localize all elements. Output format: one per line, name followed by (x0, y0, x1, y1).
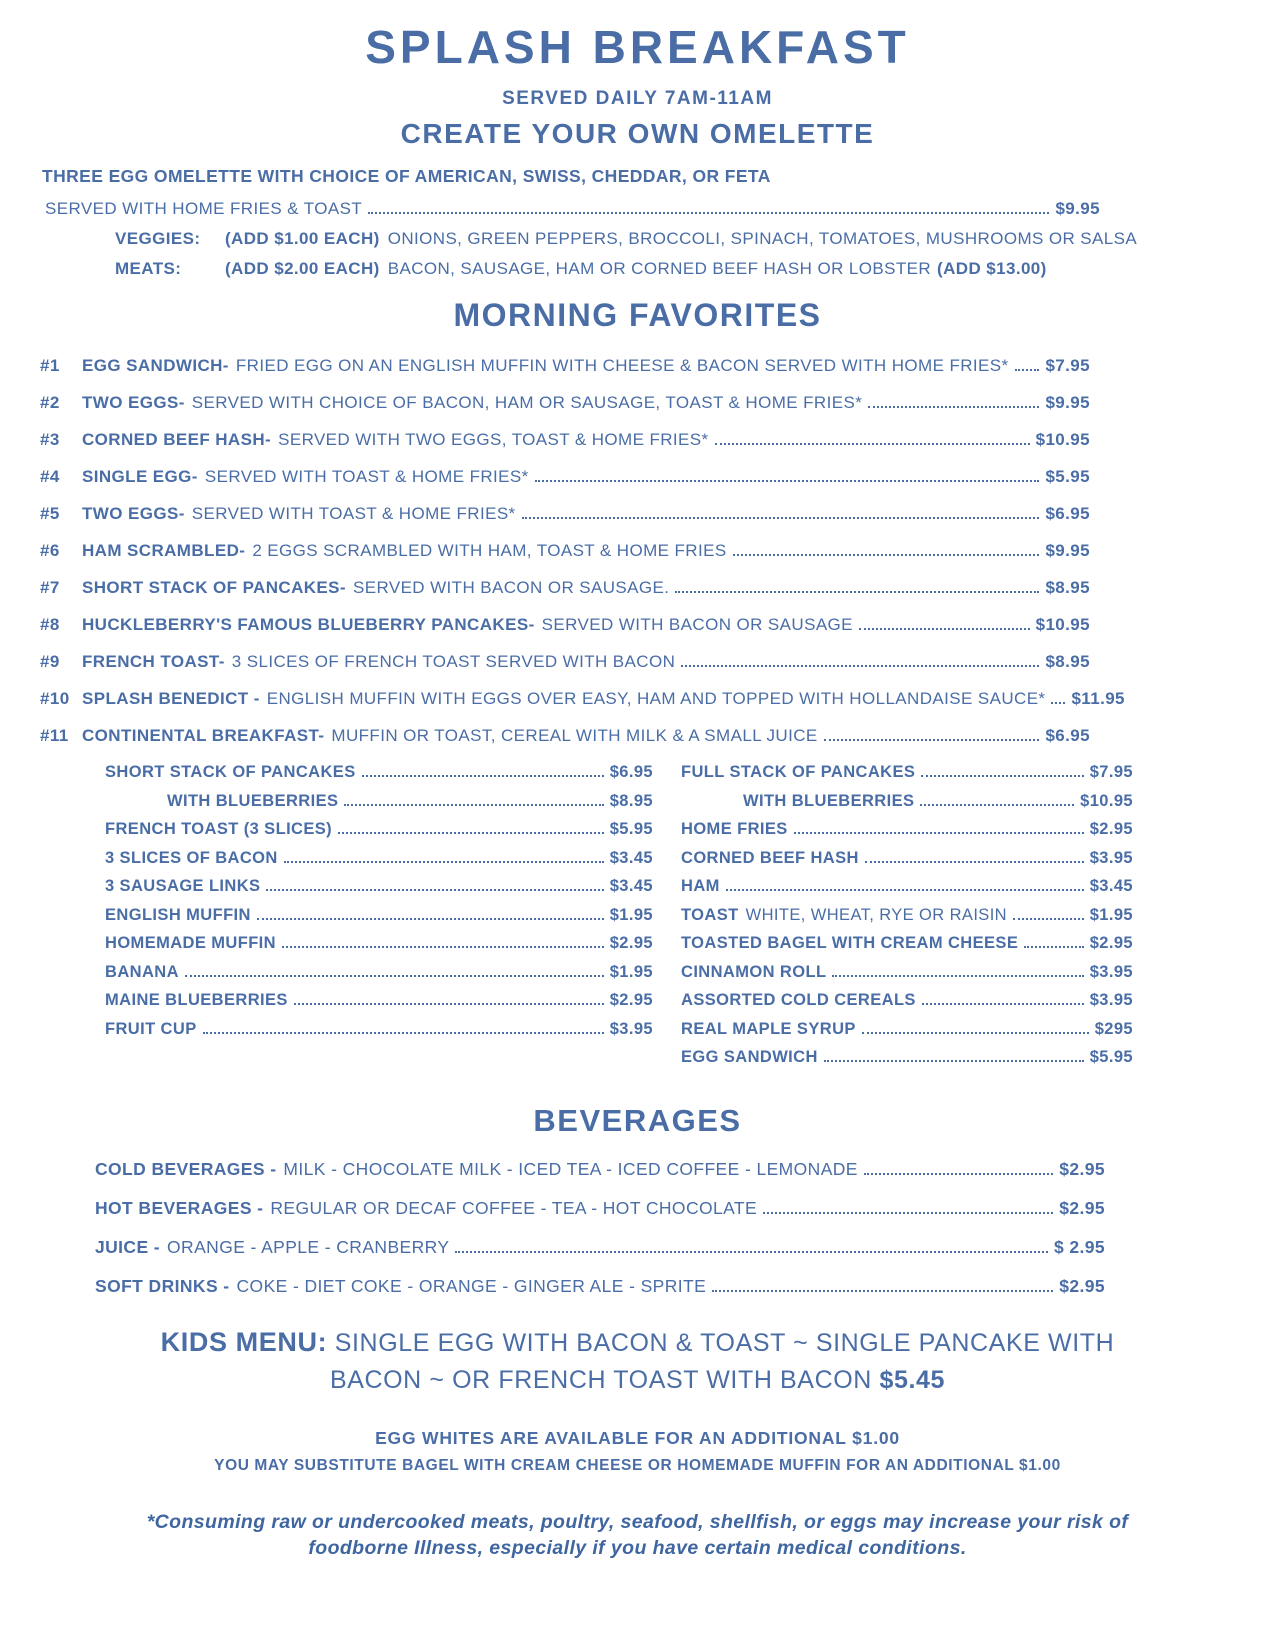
page-title: SPLASH BREAKFAST (365, 21, 910, 73)
omelette-section-heading: CREATE YOUR OWN OMELETTE (400, 118, 875, 149)
side-item-row (681, 1048, 1133, 1067)
item-description: MUFFIN OR TOAST, CEREAL WITH MILK & A SMALL JUICE (331, 726, 818, 745)
item-price: $5.95 (1045, 467, 1090, 486)
item-name: TOASTED BAGEL WITH CREAM CHEESE (681, 934, 1019, 952)
item-number: #6 (40, 541, 60, 560)
side-item-row (681, 877, 1133, 896)
omelette-served-text: SERVED WITH HOME FRIES & TOAST (45, 199, 363, 218)
dotted-leader (294, 1003, 604, 1005)
dotted-leader (712, 1290, 1053, 1292)
omelette-served-price: $9.95 (1055, 199, 1100, 218)
item-price: $2.95 (1089, 820, 1133, 838)
side-item-row (681, 820, 1133, 839)
item-description: SERVED WITH BACON OR SAUSAGE (541, 615, 853, 634)
item-number: #10 (40, 689, 70, 708)
sides-left-column (105, 763, 653, 1077)
notes-section (40, 1428, 1235, 1475)
item-name: BANANA (105, 962, 179, 981)
substitute-note: YOU MAY SUBSTITUTE BAGEL WITH CREAM CHEESE OR HOMEMADE MUFFIN FOR AN ADDITIONAL $1.00 (214, 1456, 1061, 1474)
menu-item-row (40, 726, 1090, 746)
meats-add-price: (ADD $2.00 EACH) (225, 259, 380, 278)
item-price: $2.95 (1059, 1158, 1105, 1179)
item-price: $3.95 (1089, 848, 1133, 867)
item-description: ENGLISH MUFFIN WITH EGGS OVER EASY, HAM AND TOPPED WITH HOLLANDAISE SAUCE* (266, 689, 1046, 708)
item-name: FRUIT CUP (105, 1019, 197, 1038)
item-name: FULL STACK OF PANCAKES (681, 763, 916, 781)
item-name: SINGLE EGG- (82, 467, 198, 486)
beverage-item-row (95, 1159, 1105, 1180)
dotted-leader (522, 517, 1040, 519)
dotted-leader (862, 1032, 1089, 1034)
item-price: $8.95 (1045, 652, 1090, 671)
beverage-item-row (95, 1198, 1105, 1219)
item-price: $9.95 (1045, 541, 1090, 560)
side-item-row (681, 763, 1133, 782)
item-number: #8 (40, 615, 60, 634)
veggies-addon-line (115, 229, 1235, 249)
dotted-leader (455, 1251, 1048, 1253)
dotted-leader (675, 591, 1039, 593)
menu-item-row (40, 467, 1090, 487)
side-item-row (105, 906, 653, 925)
item-number: #3 (40, 430, 60, 449)
item-price: $6.95 (1045, 726, 1090, 745)
omelette-section (40, 166, 1235, 279)
menu-item-row (40, 578, 1090, 598)
item-name: JUICE - (95, 1236, 161, 1257)
item-name: FRENCH TOAST (3 SLICES) (105, 820, 333, 838)
meats-items: BACON, SAUSAGE, HAM OR CORNED BEEF HASH OR LOBSTER (387, 259, 932, 278)
favorites-section-heading: MORNING FAVORITES (453, 297, 822, 333)
dotted-leader (794, 832, 1084, 834)
side-item-row (105, 934, 653, 953)
item-price: $6.95 (1045, 504, 1090, 523)
item-number: #9 (40, 652, 60, 671)
egg-whites-note: EGG WHITES ARE AVAILABLE FOR AN ADDITIONAL $1.00 (375, 1427, 900, 1448)
item-description: SERVED WITH TOAST & HOME FRIES* (191, 504, 516, 523)
side-item-row (681, 906, 1133, 925)
item-price: $10.95 (1035, 430, 1090, 449)
item-number: #5 (40, 504, 60, 523)
kids-menu-price: $5.45 (879, 1365, 946, 1394)
meats-label: MEATS: (115, 259, 182, 278)
item-name: SOFT DRINKS - (95, 1275, 230, 1296)
item-name: EGG SANDWICH- (82, 356, 229, 375)
item-name: SHORT STACK OF PANCAKES- (82, 578, 346, 597)
side-item-row (105, 763, 653, 782)
item-price: $2.95 (609, 991, 653, 1009)
item-price: $7.95 (1045, 356, 1090, 375)
item-number: #2 (40, 393, 60, 412)
dotted-leader (763, 1212, 1053, 1214)
item-name: HUCKLEBERRY'S FAMOUS BLUEBERRY PANCAKES- (82, 615, 535, 634)
item-price: $7.95 (1089, 763, 1133, 781)
dotted-leader (920, 804, 1074, 806)
veggies-items: ONIONS, GREEN PEPPERS, BROCCOLI, SPINACH, TOMATOES, MUSHROOMS OR SALSA (387, 229, 1138, 248)
dotted-leader (726, 889, 1084, 891)
meats-addon-line (115, 259, 1235, 279)
item-description: 2 EGGS SCRAMBLED WITH HAM, TOAST & HOME FRIES (252, 541, 727, 560)
item-name: TWO EGGS- (82, 504, 185, 523)
item-description: SERVED WITH TWO EGGS, TOAST & HOME FRIES* (278, 430, 709, 449)
item-price: $3.95 (609, 1019, 653, 1038)
menu-item-row (40, 541, 1090, 561)
item-price: $ 2.95 (1053, 1236, 1105, 1257)
item-description: REGULAR OR DECAF COFFEE - TEA - HOT CHOCOLATE (270, 1197, 758, 1218)
beverages-section-heading: BEVERAGES (533, 1102, 742, 1138)
item-name: CINNAMON ROLL (681, 962, 827, 981)
item-price: $1.95 (609, 905, 653, 924)
item-description: 3 SLICES OF FRENCH TOAST SERVED WITH BACON (231, 652, 676, 671)
kids-menu-label: KIDS MENU: (160, 1326, 328, 1357)
kids-menu (123, 1323, 1153, 1398)
item-number: #1 (40, 356, 60, 375)
item-name: TOAST (681, 905, 739, 924)
item-price: $1.95 (1089, 905, 1133, 924)
beverages-list (95, 1159, 1105, 1297)
item-price: $10.95 (1035, 615, 1090, 634)
dotted-leader (824, 739, 1040, 741)
dotted-leader (1024, 946, 1083, 948)
item-name: HOME FRIES (681, 820, 788, 838)
item-description: SERVED WITH TOAST & HOME FRIES* (204, 467, 529, 486)
side-item-row (681, 934, 1133, 953)
beverage-item-row (95, 1276, 1105, 1297)
menu-item-row (40, 615, 1090, 635)
side-item-row (105, 849, 653, 868)
item-price: $3.45 (609, 877, 653, 895)
item-price: $3.45 (609, 848, 653, 867)
dotted-leader (922, 1003, 1084, 1005)
dotted-leader (266, 889, 603, 891)
side-item-row (681, 792, 1133, 811)
item-price: $3.45 (1089, 877, 1133, 895)
item-price: $3.95 (1089, 962, 1133, 981)
dotted-leader (282, 946, 604, 948)
side-item-row (105, 1020, 653, 1039)
dotted-leader (864, 1173, 1053, 1175)
dotted-leader (257, 918, 604, 920)
omelette-intro-line: THREE EGG OMELETTE WITH CHOICE OF AMERICAN, SWISS, CHEDDAR, OR FETA (42, 166, 771, 186)
dotted-leader (1051, 702, 1065, 704)
veggies-label: VEGGIES: (115, 229, 201, 248)
item-description: FRIED EGG ON AN ENGLISH MUFFIN WITH CHEESE & BACON SERVED WITH HOME FRIES* (235, 356, 1009, 375)
side-item-row (681, 991, 1133, 1010)
side-item-row (105, 877, 653, 896)
menu-item-row (40, 504, 1090, 524)
lobster-add-price: (ADD $13.00) (937, 259, 1047, 278)
beverage-item-row (95, 1237, 1105, 1258)
item-price: $5.95 (609, 820, 653, 838)
dotted-leader (1013, 918, 1084, 920)
side-item-row (105, 963, 653, 982)
item-name: MAINE BLUEBERRIES (105, 991, 288, 1009)
dotted-leader (535, 480, 1040, 482)
item-price: $8.95 (609, 791, 653, 810)
item-price: $5.95 (1089, 1048, 1133, 1066)
dotted-leader (203, 1032, 604, 1034)
item-price: $2.95 (609, 934, 653, 952)
item-price: $6.95 (609, 763, 653, 781)
item-name: COLD BEVERAGES - (95, 1158, 277, 1179)
dotted-leader (921, 775, 1083, 777)
favorites-list (40, 356, 1125, 746)
item-name: 3 SAUSAGE LINKS (105, 877, 261, 895)
item-name: WITH BLUEBERRIES (167, 791, 339, 810)
item-name: HAM SCRAMBLED- (82, 541, 246, 560)
dotted-leader (344, 804, 603, 806)
item-name: REAL MAPLE SYRUP (681, 1019, 856, 1038)
item-price: $8.95 (1045, 578, 1090, 597)
item-price: $3.95 (1089, 991, 1133, 1009)
item-name: HAM (681, 877, 720, 895)
dotted-leader (368, 212, 1049, 214)
item-price: $295 (1094, 1019, 1133, 1038)
side-item-row (105, 991, 653, 1010)
item-description: WHITE, WHEAT, RYE OR RAISIN (745, 905, 1008, 924)
item-name: SHORT STACK OF PANCAKES (105, 763, 356, 781)
item-price: $2.95 (1059, 1197, 1105, 1218)
item-number: #7 (40, 578, 60, 597)
item-number: #11 (40, 726, 69, 745)
dotted-leader (185, 975, 604, 977)
item-name: SPLASH BENEDICT - (82, 689, 260, 708)
item-price: $11.95 (1071, 689, 1125, 708)
sides-section (105, 763, 1235, 1077)
dotted-leader (868, 406, 1039, 408)
item-name: CORNED BEEF HASH- (82, 430, 272, 449)
dotted-leader (715, 443, 1030, 445)
item-description: COKE - DIET COKE - ORANGE - GINGER ALE - SPRITE (236, 1275, 707, 1296)
dotted-leader (1015, 369, 1040, 371)
dotted-leader (681, 665, 1039, 667)
menu-item-row (40, 393, 1090, 413)
menu-item-row (40, 356, 1090, 376)
side-item-row (681, 963, 1133, 982)
dotted-leader (865, 861, 1084, 863)
item-description: ORANGE - APPLE - CRANBERRY (167, 1236, 450, 1257)
menu-item-row (40, 652, 1090, 672)
item-price: $10.95 (1080, 791, 1133, 810)
dotted-leader (362, 775, 604, 777)
dotted-leader (284, 861, 604, 863)
item-description: SERVED WITH CHOICE OF BACON, HAM OR SAUSAGE, TOAST & HOME FRIES* (191, 393, 863, 412)
consumer-advisory-disclaimer: *Consuming raw or undercooked meats, poultry, seafood, shellfish, or eggs may increase your risk of foodborne Illness, especially if you have certain medical conditions. (146, 1510, 1129, 1560)
sides-right-column (681, 763, 1133, 1077)
item-price: $2.95 (1089, 934, 1133, 952)
dotted-leader (859, 628, 1030, 630)
side-item-row (105, 792, 653, 811)
item-name: HOT BEVERAGES - (95, 1197, 264, 1218)
item-name: ENGLISH MUFFIN (105, 905, 251, 924)
item-name: CONTINENTAL BREAKFAST- (82, 726, 325, 745)
side-item-row (681, 849, 1133, 868)
item-name: 3 SLICES OF BACON (105, 848, 278, 867)
menu-item-row (40, 689, 1125, 709)
item-description: MILK - CHOCOLATE MILK - ICED TEA - ICED COFFEE - LEMONADE (283, 1158, 858, 1179)
kids-menu-text: SINGLE EGG WITH BACON & TOAST ~ SINGLE PANCAKE WITH BACON ~ OR FRENCH TOAST WITH BACON (329, 1328, 1115, 1394)
menu-item-row (40, 430, 1090, 450)
item-name: WITH BLUEBERRIES (743, 791, 915, 810)
item-description: SERVED WITH BACON OR SAUSAGE. (352, 578, 670, 597)
dotted-leader (824, 1060, 1084, 1062)
veggies-add-price: (ADD $1.00 EACH) (225, 229, 380, 248)
item-price: $2.95 (1059, 1275, 1105, 1296)
dotted-leader (338, 832, 604, 834)
dotted-leader (733, 554, 1040, 556)
side-item-row (681, 1020, 1133, 1039)
item-name: HOMEMADE MUFFIN (105, 934, 276, 952)
item-name: ASSORTED COLD CEREALS (681, 991, 916, 1009)
item-number: #4 (40, 467, 60, 486)
item-price: $1.95 (609, 962, 653, 981)
side-item-row (105, 820, 653, 839)
item-name: TWO EGGS- (82, 393, 185, 412)
dotted-leader (832, 975, 1083, 977)
item-name: FRENCH TOAST- (82, 652, 225, 671)
served-daily-subtitle: SERVED DAILY 7AM-11AM (502, 88, 773, 109)
item-price: $9.95 (1045, 393, 1090, 412)
item-name: CORNED BEEF HASH (681, 848, 859, 867)
omelette-served-line (45, 199, 1100, 219)
item-name: EGG SANDWICH (681, 1048, 818, 1066)
